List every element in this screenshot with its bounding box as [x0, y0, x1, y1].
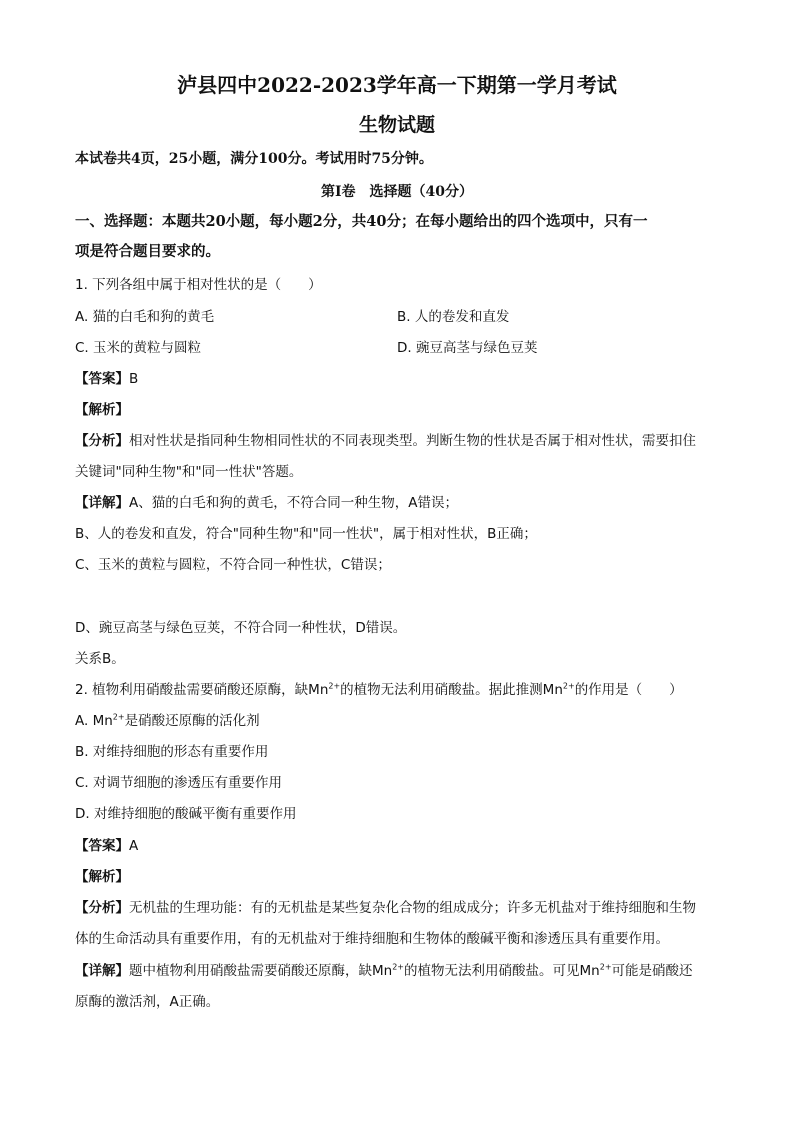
answer-tag: 【答案】	[75, 371, 129, 387]
answer-value: A	[129, 838, 139, 854]
fenxi-text: 相对性状是指同种生物相同性状的不同表现类型。判断生物的性状是否属于相对性状，需要扣住	[129, 433, 696, 449]
question-1-option-d: D. 豌豆高茎与绿色豆荚	[397, 340, 538, 356]
question-1-option-b: B. 人的卷发和直发	[397, 309, 510, 325]
option-part: A. Mn	[75, 713, 113, 729]
superscript: 2+	[392, 962, 405, 972]
option-part: 是硝酸还原酶的活化剂	[124, 713, 260, 729]
detail-part: 题中植物利用硝酸盐需要硝酸还原酶，缺Mn	[129, 963, 393, 979]
question-1-option-a: A. 猫的白毛和狗的黄毛	[75, 309, 215, 325]
question-2-fenxi-line1	[75, 899, 696, 917]
answer-value: B	[129, 371, 139, 387]
exam-title: 泸县四中2022-2023学年高一下期第一学月考试	[177, 73, 617, 97]
question-1-option-c: C. 玉米的黄粒与圆粒	[75, 340, 202, 356]
part-title: 第I卷 选择题（40分）	[320, 184, 474, 200]
question-1-detail-c: C、玉米的黄粒与圆粒，不符合同一种性状，C错误；	[75, 557, 391, 573]
superscript: 2+	[112, 712, 125, 722]
stem-part: 的作用是（ ）	[574, 682, 683, 698]
detail-part: 的植物无法利用硝酸盐。可见Mn	[404, 963, 600, 979]
question-1-fenxi-line1	[75, 432, 696, 450]
question-1-analysis-tag: 【解析】	[75, 402, 129, 418]
question-1-conclusion: 关系B。	[75, 651, 125, 667]
question-2-option-c: C. 对调节细胞的渗透压有重要作用	[75, 775, 283, 791]
question-2-detail-line2: 原酶的激活剂，A正确。	[75, 994, 220, 1010]
question-1-fenxi-line2: 关键词"同种生物"和"同一性状"答题。	[75, 464, 303, 480]
superscript: 2+	[599, 962, 612, 972]
section-instruction-line2: 项是符合题目要求的。	[75, 243, 220, 260]
exam-info: 本试卷共4页，25小题，满分100分。考试用时75分钟。	[75, 151, 433, 167]
question-1-stem: 1. 下列各组中属于相对性状的是（ ）	[75, 277, 322, 293]
xiangjie-tag: 【详解】	[75, 495, 129, 511]
fenxi-tag: 【分析】	[75, 433, 129, 449]
question-2-option-a	[75, 712, 260, 730]
question-1-detail-a	[75, 494, 458, 512]
subject-title: 生物试题	[358, 114, 435, 136]
question-2-fenxi-line2: 体的生命活动具有重要作用，有的无机盐对于维持细胞和生物体的酸碱平衡和渗透压具有重要作用。	[75, 931, 669, 947]
stem-part: 2. 植物利用硝酸盐需要硝酸还原酶，缺Mn	[75, 682, 329, 698]
question-2-option-b: B. 对维持细胞的形态有重要作用	[75, 744, 269, 760]
question-2-option-d: D. 对维持细胞的酸碱平衡有重要作用	[75, 806, 297, 822]
fenxi-text: 无机盐的生理功能：有的无机盐是某些复杂化合物的组成成分；许多无机盐对于维持细胞和生物	[129, 900, 696, 916]
detail-text: A、猫的白毛和狗的黄毛，不符合同一种生物，A错误；	[129, 495, 458, 511]
question-2-answer	[75, 837, 138, 855]
question-1-detail-b: B、人的卷发和直发，符合"同种生物"和"同一性状"，属于相对性状，B正确；	[75, 526, 537, 542]
section-instruction-line1: 一、选择题：本题共20小题，每小题2分，共40分；在每小题给出的四个选项中，只有一	[75, 213, 648, 230]
stem-part: 的植物无法利用硝酸盐。据此推测Mn	[340, 682, 563, 698]
superscript: 2+	[328, 681, 341, 691]
xiangjie-tag: 【详解】	[75, 963, 129, 979]
question-2-stem	[75, 681, 683, 699]
question-2-detail-line1	[75, 962, 693, 980]
question-1-answer	[75, 370, 138, 388]
question-1-detail-d: D、豌豆高茎与绿色豆荚，不符合同一种性状，D错误。	[75, 620, 407, 636]
superscript: 2+	[562, 681, 575, 691]
answer-tag: 【答案】	[75, 838, 129, 854]
fenxi-tag: 【分析】	[75, 900, 129, 916]
detail-part: 可能是硝酸还	[611, 963, 693, 979]
question-2-analysis-tag: 【解析】	[75, 869, 129, 885]
